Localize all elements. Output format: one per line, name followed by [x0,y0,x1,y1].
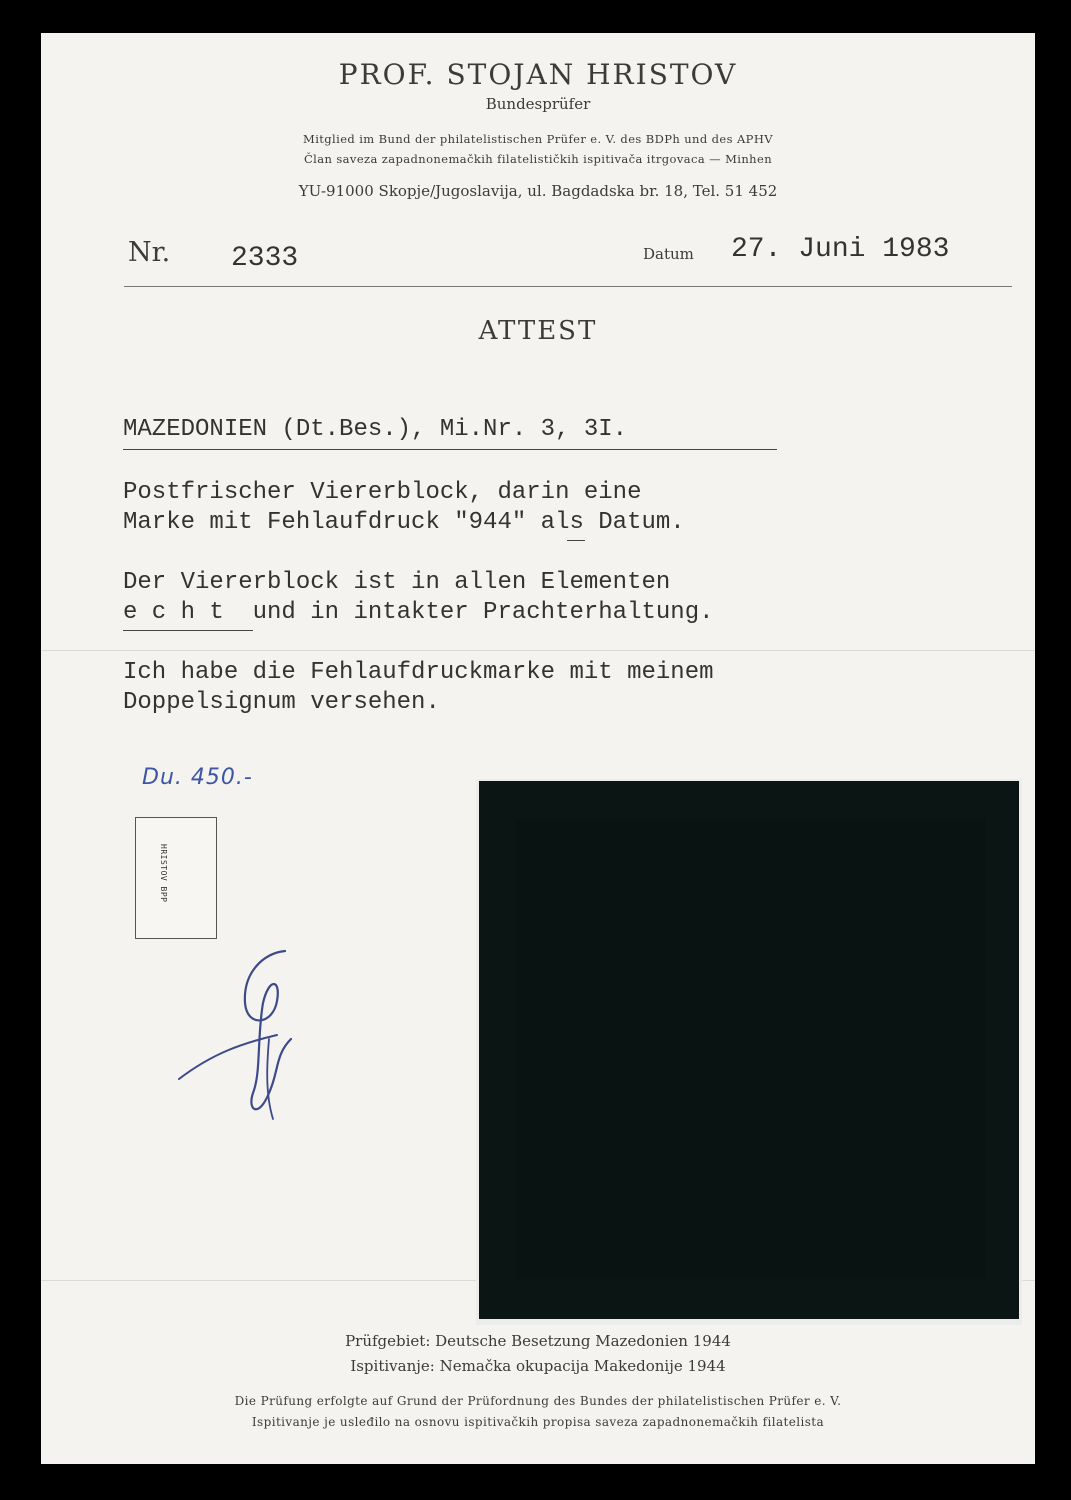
subject-line: MAZEDONIEN (Dt.Bes.), Mi.Nr. 3, 3I. [123,416,628,443]
body-line: Doppelsignum versehen. [123,689,440,716]
letterhead-address: YU-91000 Skopje/Jugoslavija, ul. Bagdadska br. 18, Tel. 51 452 [298,182,778,200]
nr-label: Nr. [128,237,171,268]
handwritten-price-note: Du. 450.- [142,765,253,790]
signature-stamp-box [135,817,217,939]
header-divider [124,286,1012,287]
body-line: Postfrischer Viererblock, darin eine [123,479,642,506]
handwritten-signature [173,943,313,1133]
footer-area-de: Prüfgebiet: Deutsche Besetzung Mazedonien 1944 [345,1332,731,1350]
footer-basis-yu: Ispitivanje je usleđilo na osnovu ispitivačkih propisa saveza zapadnonemačkih filatelista [251,1415,825,1429]
certificate-number: 2333 [231,243,299,274]
datum-label: Datum [643,245,694,263]
certificate-sheet [41,33,1035,1464]
certificate-heading: ATTEST [478,316,598,346]
footer-basis-de: Die Prüfung erfolgte auf Grund der Prüfordnung des Bundes der philatelistischen Prüfer e. V. [234,1394,842,1408]
signature-stamp-text: HRISTOV BPP [159,844,168,903]
stamp-block-image [476,779,1022,1325]
footer-area-yu: Ispitivanje: Nemačka okupacija Makedonije 1944 [350,1357,726,1375]
subject-underline [123,449,777,450]
body-line: e c h t und in intakter Prachterhaltung. [123,599,714,626]
body-line: Der Viererblock ist in allen Elementen [123,569,671,596]
echt-underline [123,630,253,631]
certificate-date: 27. Juni 1983 [731,234,950,265]
letterhead-subtitle: Bundesprüfer [485,95,591,113]
letterhead-title: PROF. STOJAN HRISTOV [338,58,738,91]
digit-underline [567,540,585,541]
body-line: Ich habe die Fehlaufdruckmarke mit meinem [123,659,714,686]
membership-line-de: Mitglied im Bund der philatelistischen Prüfer e. V. des BDPh und des APHV [303,132,773,146]
membership-line-yu: Član saveza zapadnonemačkih filatelističkih ispitivača itrgovaca — Minhen [303,152,773,166]
fold-line [41,650,1035,651]
body-line: Marke mit Fehlaufdruck "944" als Datum. [123,509,685,536]
